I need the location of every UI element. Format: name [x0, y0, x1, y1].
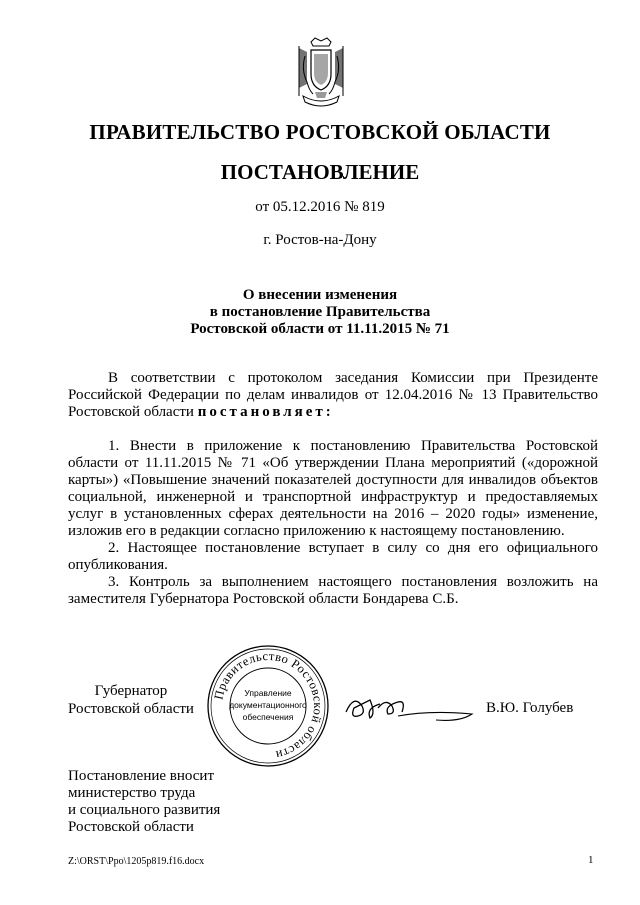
subject-line: Ростовской области от 11.11.2015 № 71 — [190, 321, 450, 337]
decree-items — [68, 438, 598, 608]
city-line: г. Ростов-на-Дону — [263, 232, 377, 248]
note-line: Постановление вносит — [68, 768, 215, 784]
government-title: ПРАВИТЕЛЬСТВО РОСТОВСКОЙ ОБЛАСТИ — [89, 120, 551, 144]
signer-name: В.Ю. Голубев — [486, 700, 574, 716]
note-line: и социального развития — [68, 802, 221, 818]
preamble-text: В соответствии с протоколом заседания Комиссии при Президенте Российской Федерации по делам инвалидов от 12.04.2016 № 13 Правительство Ростовской области — [68, 370, 598, 420]
decree-item: 3. Контроль за выполнением настоящего постановления возложить на заместителя Губернатора Ростовской области Бондарева С.Б. — [68, 574, 598, 607]
decree-subject — [0, 287, 640, 338]
note-line: Ростовской области — [68, 819, 194, 835]
handwritten-signature — [340, 686, 476, 726]
decree-item: 1. Внести в приложение к постановлению Правительства Ростовской области от 11.11.2015 № 71 «Об утверждении Плана мероприятий («дорожной карты») «Повышение значений показателей доступности для инвалидов объектов социальной, инженерной и транспортной инфраструктур и предоставляемых услуг в установленных сферах деятельности на 2016 – 2020 годы» изменение, изложив его в редакции согласно приложению к настоящему постановлению. — [68, 438, 598, 539]
resolves-word: постановляет: — [197, 404, 334, 420]
stamp-ring-text: Правительство Ростовской области — [211, 648, 326, 763]
decree-date-number: от 05.12.2016 № 819 — [255, 199, 385, 215]
preamble-paragraph — [68, 370, 598, 421]
note-line: министерство труда — [68, 785, 196, 801]
subject-line: в постановление Правительства — [209, 304, 431, 320]
coat-of-arms-icon — [293, 36, 349, 112]
stamp-inner-text: Управление — [244, 688, 292, 698]
official-stamp — [206, 644, 330, 768]
signer-position — [68, 682, 194, 718]
file-path: Z:\ORST\Ppo\1205p819.f16.docx — [68, 856, 205, 867]
decree-title: ПОСТАНОВЛЕНИЕ — [220, 160, 420, 184]
decree-item: 2. Настоящее постановление вступает в силу со дня его официального опубликования. — [68, 540, 598, 573]
subject-line: О внесении изменения — [242, 287, 398, 303]
position-line: Ростовской области — [68, 701, 194, 717]
position-line: Губернатор — [94, 683, 168, 699]
stamp-inner-text: обеспечения — [242, 712, 294, 722]
page-number: 1 — [588, 854, 594, 866]
submitted-by-note — [68, 768, 220, 836]
stamp-inner-text: документационного — [229, 700, 307, 710]
